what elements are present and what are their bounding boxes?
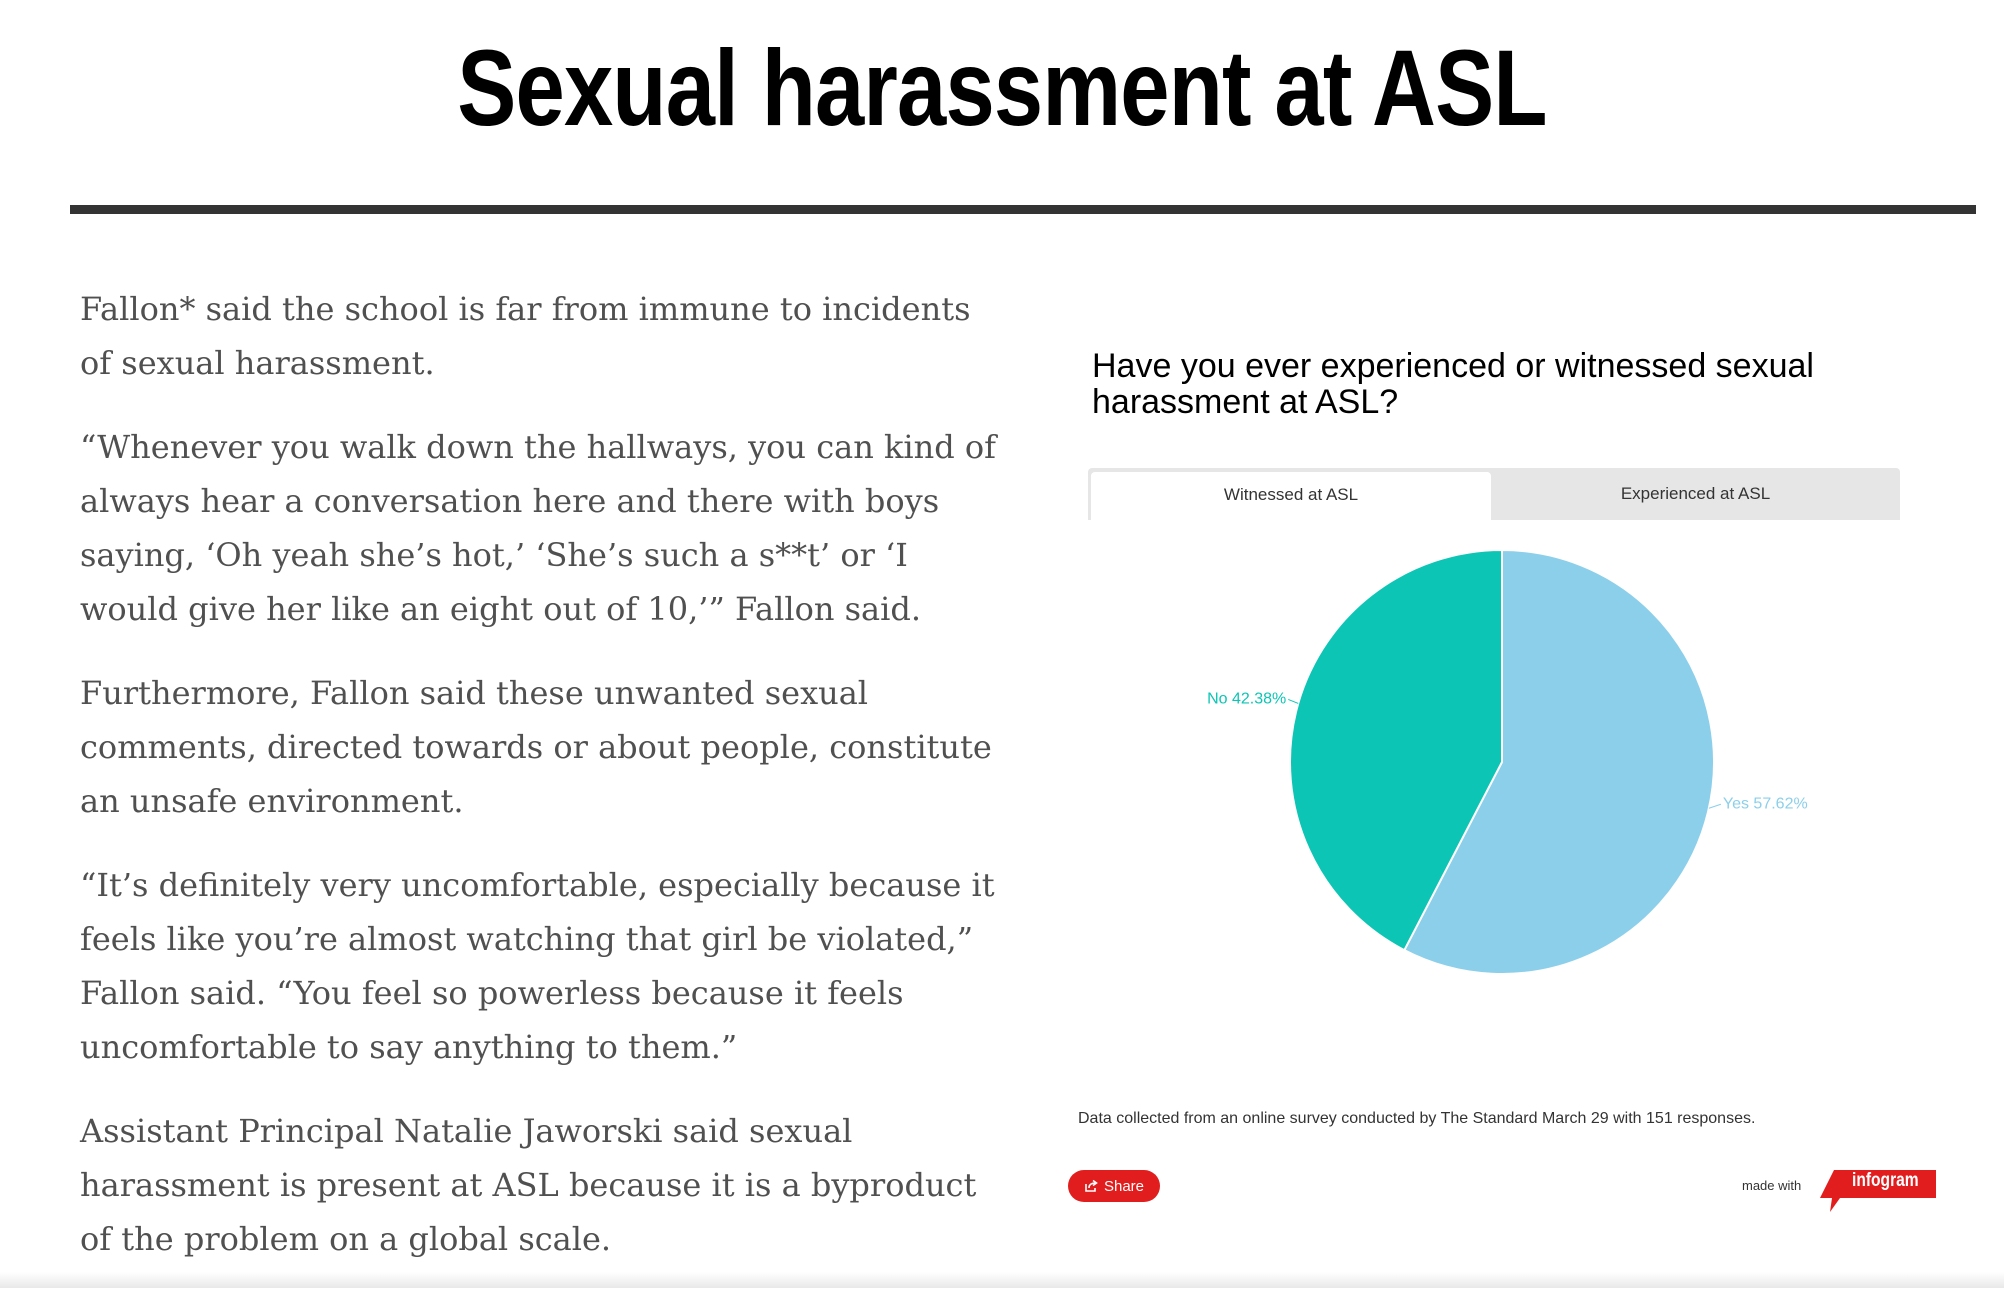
article-paragraph: Furthermore, Fallon said these unwanted sexual comments, directed towards or about people, constitute an unsafe environment. [80, 674, 992, 820]
article-paragraph: Assistant Principal Natalie Jaworski said sexual harassment is present at ASL because it is a byproduct of the problem on a global scale. [80, 1112, 977, 1258]
chart-footnote: Data collected from an online survey conducted by The Standard March 29 with 151 responses. [1078, 1110, 1756, 1127]
pie-chart [1060, 530, 1940, 1170]
share-button[interactable] [1068, 1170, 1160, 1202]
pie-label-no: No 42.38% [1207, 690, 1287, 708]
article-paragraph: “Whenever you walk down the hallways, you can kind of always hear a conversation here and there with boys saying, ‘Oh yeah she’s hot,’ ‘She’s such a s**t’ or ‘I would give her like an eight out of 10,’” Fallon said. [80, 428, 996, 628]
infogram-widget [1060, 330, 1940, 1230]
chart-title: Have you ever experienced or witnessed sexual harassment at ASL? [1092, 347, 1814, 421]
pie-label-leader [1288, 699, 1298, 703]
pie-label-leader [1709, 804, 1721, 808]
tab-experienced[interactable]: Experienced at ASL [1620, 484, 1771, 503]
tab-witnessed[interactable]: Witnessed at ASL [1091, 472, 1491, 520]
share-icon [1084, 1179, 1098, 1193]
article-body [80, 282, 1010, 1296]
page-headline: Sexual harassment at ASL [457, 27, 1547, 148]
headline-divider [70, 205, 1976, 214]
page-bottom-fade [0, 1272, 2004, 1288]
made-with-label: made with [1742, 1178, 1802, 1193]
infogram-logo-text: infogram [1852, 1170, 1919, 1191]
article-paragraph: “It’s definitely very uncomfortable, especially because it feels like you’re almost watching that girl be violated,” Fallon said. “You feel so powerless because it feels uncomfortable to say anything to them.” [80, 866, 995, 1066]
chart-tabs [1088, 468, 1900, 520]
pie-label-yes: Yes 57.62% [1722, 795, 1808, 813]
article-paragraph: Fallon* said the school is far from immune to incidents of sexual harassment. [80, 290, 971, 382]
share-label: Share [1103, 1177, 1145, 1195]
